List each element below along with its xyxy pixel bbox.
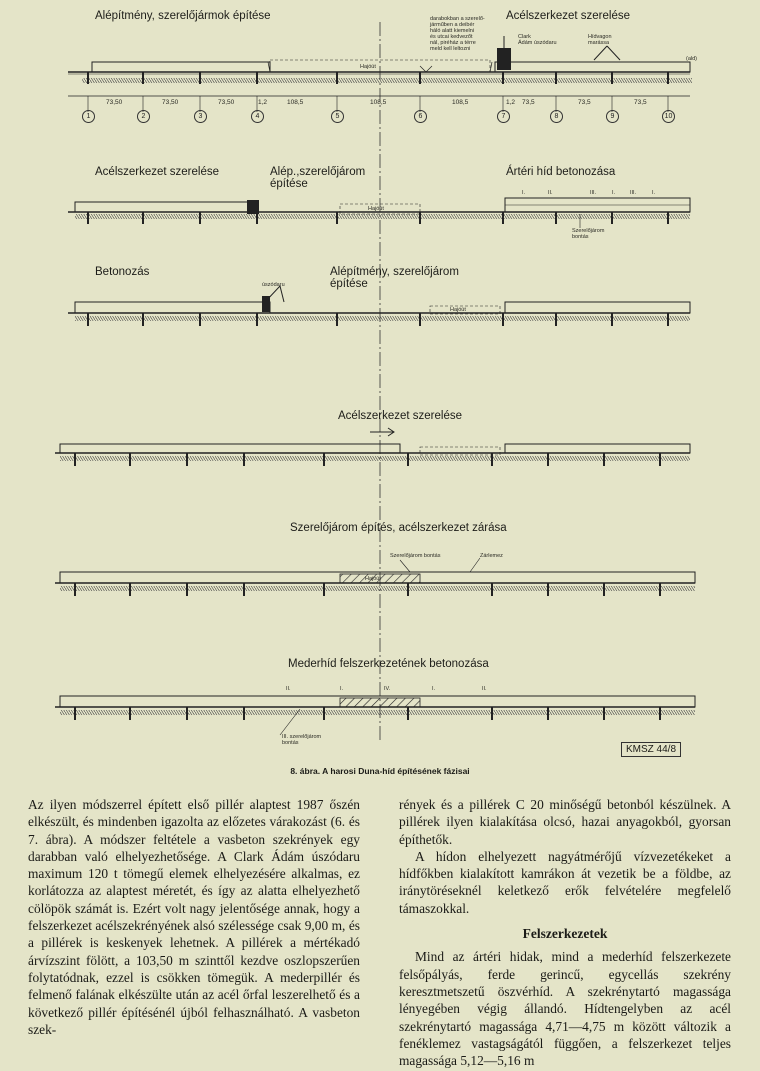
panel-3-hajoutat: Hajóút bbox=[450, 307, 466, 313]
figure-stamp: KMSZ 44/8 bbox=[621, 742, 681, 757]
right-column bbox=[399, 796, 731, 1069]
roman-label: I. bbox=[432, 686, 436, 692]
dimension: 73,50 bbox=[162, 99, 179, 106]
panel-4-label: Acélszerkezet szerelése bbox=[338, 410, 462, 422]
dimension: 73,5 bbox=[522, 99, 535, 106]
panel-3-crane-label: úszódaru bbox=[262, 282, 285, 288]
panel-2-bridge bbox=[68, 198, 690, 228]
roman-label: III. bbox=[630, 190, 637, 196]
pier-number: 8 bbox=[550, 110, 563, 123]
section-heading: Felszerkezetek bbox=[522, 926, 608, 942]
pier-number: 9 bbox=[606, 110, 619, 123]
panel-1-hajoutat: Hajóút bbox=[360, 64, 376, 70]
panel-5-note-1: Szerelőjárom bontás bbox=[390, 553, 441, 559]
roman-label: I. bbox=[522, 190, 526, 196]
dimension: 73,5 bbox=[578, 99, 591, 106]
pier-number: 10 bbox=[662, 110, 675, 123]
panel-5-label: Szerelőjárom építés, acélszerkezet zárása bbox=[290, 522, 507, 534]
pier-number: 6 bbox=[414, 110, 427, 123]
left-column bbox=[28, 796, 360, 1038]
panel-6-label: Mederhíd felszerkezetének betonozása bbox=[288, 658, 489, 670]
panel-3-bridge bbox=[68, 286, 690, 326]
roman-label: III. bbox=[590, 190, 597, 196]
panel-5-hajoutat: Hajóút bbox=[365, 576, 381, 582]
roman-label: IV. bbox=[384, 686, 391, 692]
panel-1-right-end: (ald) bbox=[686, 56, 698, 62]
panel-5-note-2: Zárlemez bbox=[480, 553, 503, 559]
paragraph: A hídon elhelyezett nagyátmérőjű vízvezetékeket a hídfőkben kialakított kamrákon át vezetik be a földbe, az iránytöréseknél keletkező erők felvételére megfelelő támaszokkal. bbox=[399, 848, 731, 916]
panel-1-right-label: Acélszerkezet szerelése bbox=[506, 10, 630, 22]
pier-number: 2 bbox=[137, 110, 150, 123]
dimension: 1,2 bbox=[258, 99, 268, 106]
panel-2-mid-label: Alép.,szerelőjárom építése bbox=[270, 166, 366, 190]
panel-2-right-label: Ártéri híd betonozása bbox=[506, 166, 616, 178]
dimension: 73,50 bbox=[106, 99, 123, 106]
panel-1-clark-label: Clark Ádám úszódaru bbox=[518, 34, 557, 46]
panel-3-left-label: Betonozás bbox=[95, 266, 150, 278]
panel-1-left-label: Alépítmény, szerelőjármok építése bbox=[95, 10, 271, 22]
dimension: 108,5 bbox=[370, 99, 387, 106]
dimension: 73,5 bbox=[634, 99, 647, 106]
panel-2-note: Szerelőjárom bontás bbox=[572, 228, 605, 240]
roman-label: II. bbox=[482, 686, 487, 692]
dimension: 108,5 bbox=[287, 99, 304, 106]
roman-label: I. bbox=[612, 190, 616, 196]
panel-3-mid-label: Alépítmény, szerelőjárom építése bbox=[330, 266, 459, 290]
figure-caption: 8. ábra. A harosi Duna-híd építésének fázisai bbox=[290, 766, 470, 776]
pier-number: 5 bbox=[331, 110, 344, 123]
panel-1-note: darabokban a szerelő- járműben a deibér háló alatt kiemelni és utcai kedvezőt nál, piréház a térre meld kell leltozni bbox=[430, 16, 485, 52]
dimension: 73,50 bbox=[218, 99, 235, 106]
paragraph: rények és a pillérek C 20 minőségű betonból készülnek. A pillérek ilyen kialakítása olcsó, hazai anyagokból, gyorsan építhetők. bbox=[399, 797, 731, 847]
panel-2-left-label: Acélszerkezet szerelése bbox=[95, 166, 219, 178]
pier-number: 1 bbox=[82, 110, 95, 123]
panel-4-bridge bbox=[55, 428, 690, 466]
paragraph: Mind az ártéri hidak, mind a mederhíd felszerkezete felsőpályás, ferde gerincű, egycellás szekrény keresztmetszetű öszvérhíd. A szekrénytartó magassága lényegében végig állandó. Hídtengelyben az acél szekrénytartó magassága 4,71—4,75 m között változik a fenéklemez vastagságától függően, a felszerkezet teljes magassága 5,12—5,16 m bbox=[399, 949, 731, 1069]
roman-label: II. bbox=[548, 190, 553, 196]
roman-label: I. bbox=[652, 190, 656, 196]
panel-1-hidvagon-label: Hídvagon marássa bbox=[588, 34, 612, 46]
pier-number: 4 bbox=[251, 110, 264, 123]
panel-2-hajoutat: Hajóút bbox=[368, 206, 384, 212]
pier-number: 3 bbox=[194, 110, 207, 123]
panel-6-note: III. szerelőjárom bontás bbox=[282, 734, 322, 746]
roman-label: I. bbox=[340, 686, 344, 692]
pier-number: 7 bbox=[497, 110, 510, 123]
paragraph: Az ilyen módszerrel épített első pillér alaptest 1987 őszén elkészült, és mindenben igazolta az előzetes várakozást (6. és 7. ábra). A módszer feltétele a vasbeton szekrények egy darabban való elhelyezhetősége. A Clark Ádám úszódaru maximum 120 t tömegű elemek elhelyezésére alkalmas, ez korlátozza az alaptest méretét, és így az alatta elhelyezhető cölöpök számát is. Ezért volt nagy jelentősége annak, hogy a felszerkezet acélszekrényének alsó szélessége csak 9,00 m, és a pillérek is keskenyek lehetnek. A pillérek a mértékadó árvízszint fölött, a 103,50 m szinttől kezdve oszlopszerűen folytatódnak, ezzel is csökken tömegük. A mederpillér és felmenő falának elkészülte után az acél őrfal leszerelhető és a következő pillér építésénél újból felhasználható. A vasbeton szek- bbox=[28, 797, 360, 1037]
panel-6-bridge bbox=[55, 696, 695, 735]
dimension: 1,2 bbox=[506, 99, 516, 106]
dimension: 108,5 bbox=[452, 99, 469, 106]
roman-label: II. bbox=[286, 686, 291, 692]
